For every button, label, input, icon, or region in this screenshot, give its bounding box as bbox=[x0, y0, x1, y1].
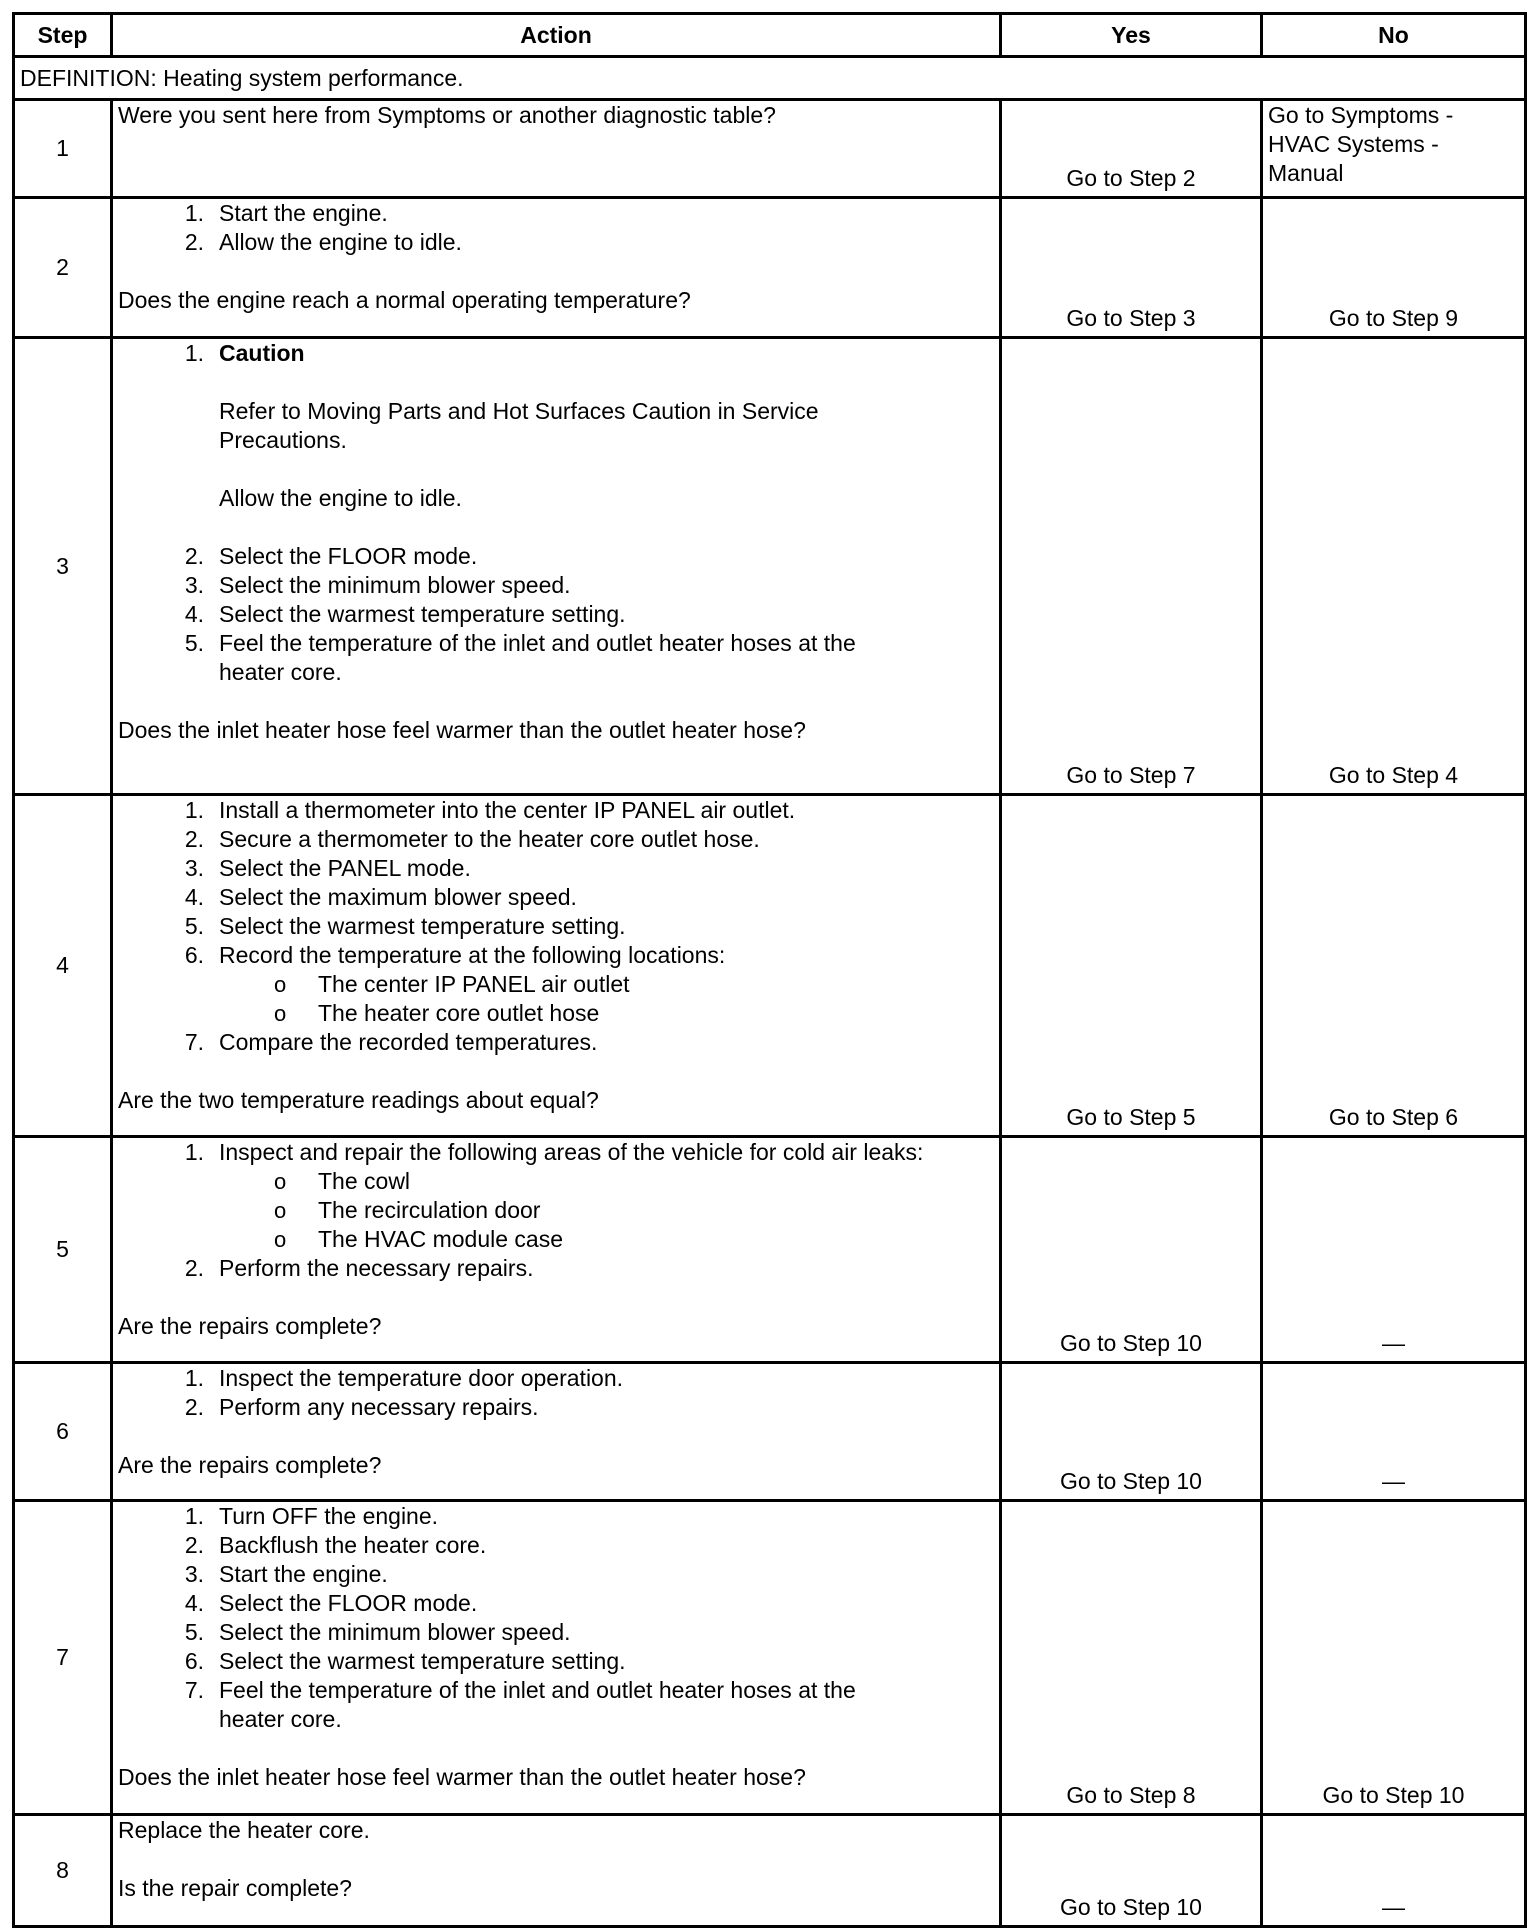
list-item: 6. Record the temperature at the following locations: bbox=[184, 942, 726, 968]
table-row bbox=[14, 338, 1526, 795]
list-item: 3. Start the engine. bbox=[184, 1561, 388, 1587]
table-row bbox=[14, 1501, 1526, 1815]
no-result: Go to Step 9 bbox=[1262, 198, 1526, 338]
step-number: 4 bbox=[14, 795, 112, 1137]
yes-result: Go to Step 5 bbox=[1001, 795, 1262, 1137]
list-item: 3. Select the minimum blower speed. bbox=[184, 572, 571, 598]
sub-list bbox=[118, 1167, 994, 1254]
yes-result: Go to Step 10 bbox=[1001, 1363, 1262, 1501]
action-cell bbox=[112, 1501, 1001, 1815]
question-text: Does the inlet heater hose feel warmer than the outlet heater hose? bbox=[118, 717, 806, 743]
question-text: Does the engine reach a normal operating temperature? bbox=[118, 287, 691, 313]
header-yes: Yes bbox=[1001, 14, 1262, 57]
action-cell bbox=[112, 1363, 1001, 1501]
list-item: 4. Select the maximum blower speed. bbox=[184, 884, 577, 910]
table-row bbox=[14, 100, 1526, 198]
table-row bbox=[14, 1137, 1526, 1363]
yes-result: Go to Step 2 bbox=[1001, 100, 1262, 198]
yes-result: Go to Step 3 bbox=[1001, 198, 1262, 338]
step-list bbox=[118, 339, 994, 687]
sub-list-item: o The HVAC module case bbox=[274, 1226, 564, 1252]
list-item: 2. Perform any necessary repairs. bbox=[184, 1394, 539, 1420]
list-item: 7. Feel the temperature of the inlet and outlet heater hoses at the heater core. bbox=[184, 1677, 856, 1732]
yes-result: Go to Step 8 bbox=[1001, 1501, 1262, 1815]
action-cell bbox=[112, 1137, 1001, 1363]
question-text: Are the repairs complete? bbox=[118, 1452, 382, 1478]
list-item: 2. Perform the necessary repairs. bbox=[184, 1255, 534, 1281]
step-number: 6 bbox=[14, 1363, 112, 1501]
action-cell bbox=[112, 338, 1001, 795]
step-number: 1 bbox=[14, 100, 112, 198]
yes-result: Go to Step 10 bbox=[1001, 1815, 1262, 1927]
sub-list-item: o The cowl bbox=[274, 1168, 411, 1194]
list-item: 2. Secure a thermometer to the heater core outlet hose. bbox=[184, 826, 760, 852]
step-list bbox=[118, 1138, 994, 1167]
table-row bbox=[14, 198, 1526, 338]
list-item: 2. Allow the engine to idle. bbox=[184, 229, 462, 255]
list-item: 6. Select the warmest temperature setting. bbox=[184, 1648, 626, 1674]
step-list bbox=[118, 796, 994, 970]
question-text: Does the inlet heater hose feel warmer than the outlet heater hose? bbox=[118, 1764, 806, 1790]
diagnostic-table bbox=[12, 12, 1527, 1928]
list-item: 5. Select the minimum blower speed. bbox=[184, 1619, 571, 1645]
caution-title: Caution bbox=[219, 340, 305, 366]
definition-text: DEFINITION: Heating system performance. bbox=[14, 57, 1526, 100]
step-number: 8 bbox=[14, 1815, 112, 1927]
list-item: 4. Select the warmest temperature setting. bbox=[184, 601, 626, 627]
header-step: Step bbox=[14, 14, 112, 57]
list-item: 2. Select the FLOOR mode. bbox=[184, 543, 478, 569]
table-row bbox=[14, 1815, 1526, 1927]
sub-list-item: o The center IP PANEL air outlet bbox=[274, 971, 630, 997]
list-item: 5. Feel the temperature of the inlet and outlet heater hoses at the heater core. bbox=[184, 630, 856, 685]
sub-list bbox=[118, 970, 994, 1028]
question-text: Is the repair complete? bbox=[118, 1875, 352, 1901]
list-item: 1. Inspect the temperature door operation. bbox=[184, 1365, 624, 1391]
action-cell bbox=[112, 1815, 1001, 1927]
list-item: 1. Start the engine. bbox=[184, 200, 388, 226]
list-item: 3. Select the PANEL mode. bbox=[184, 855, 471, 881]
list-item: 1. Turn OFF the engine. bbox=[184, 1503, 439, 1529]
yes-result: Go to Step 10 bbox=[1001, 1137, 1262, 1363]
list-item: 1. Install a thermometer into the center IP PANEL air outlet. bbox=[184, 797, 796, 823]
no-result: Go to Step 6 bbox=[1262, 795, 1526, 1137]
no-result: Go to Symptoms - HVAC Systems - Manual bbox=[1262, 100, 1526, 198]
caution-text: Refer to Moving Parts and Hot Surfaces Caution in Service Precautions. bbox=[219, 398, 819, 453]
list-item: 4. Select the FLOOR mode. bbox=[184, 1590, 478, 1616]
step-number: 2 bbox=[14, 198, 112, 338]
sub-list-item: o The recirculation door bbox=[274, 1197, 541, 1223]
table-row bbox=[14, 1363, 1526, 1501]
question-text: Are the two temperature readings about equal? bbox=[118, 1087, 599, 1113]
caution-action: Allow the engine to idle. bbox=[219, 485, 462, 511]
list-item: 2. Backflush the heater core. bbox=[184, 1532, 487, 1558]
list-item: 1. Caution Refer to Moving Parts and Hot Surfaces Caution in Service Precautions. Allow the engine to idle. bbox=[118, 339, 994, 542]
list-item: 1. Inspect and repair the following areas of the vehicle for cold air leaks: bbox=[184, 1139, 924, 1165]
no-result: — bbox=[1262, 1363, 1526, 1501]
table-row bbox=[14, 795, 1526, 1137]
no-result: — bbox=[1262, 1815, 1526, 1927]
no-result: — bbox=[1262, 1137, 1526, 1363]
step-list bbox=[118, 1502, 994, 1734]
action-cell bbox=[112, 795, 1001, 1137]
step-number: 3 bbox=[14, 338, 112, 795]
no-result: Go to Step 4 bbox=[1262, 338, 1526, 795]
list-item: 5. Select the warmest temperature setting. bbox=[184, 913, 626, 939]
header-action: Action bbox=[112, 14, 1001, 57]
action-text: Were you sent here from Symptoms or another diagnostic table? bbox=[118, 102, 776, 128]
action-cell bbox=[112, 100, 1001, 198]
no-result: Go to Step 10 bbox=[1262, 1501, 1526, 1815]
header-row bbox=[14, 14, 1526, 57]
step-list bbox=[118, 199, 994, 257]
step-number: 7 bbox=[14, 1501, 112, 1815]
step-list bbox=[118, 1364, 994, 1422]
list-item: 7. Compare the recorded temperatures. bbox=[184, 1029, 598, 1055]
definition-row bbox=[14, 57, 1526, 100]
yes-result: Go to Step 7 bbox=[1001, 338, 1262, 795]
sub-list-item: o The heater core outlet hose bbox=[274, 1000, 600, 1026]
action-cell bbox=[112, 198, 1001, 338]
header-no: No bbox=[1262, 14, 1526, 57]
question-text: Are the repairs complete? bbox=[118, 1313, 382, 1339]
action-text: Replace the heater core. bbox=[118, 1817, 370, 1843]
step-number: 5 bbox=[14, 1137, 112, 1363]
